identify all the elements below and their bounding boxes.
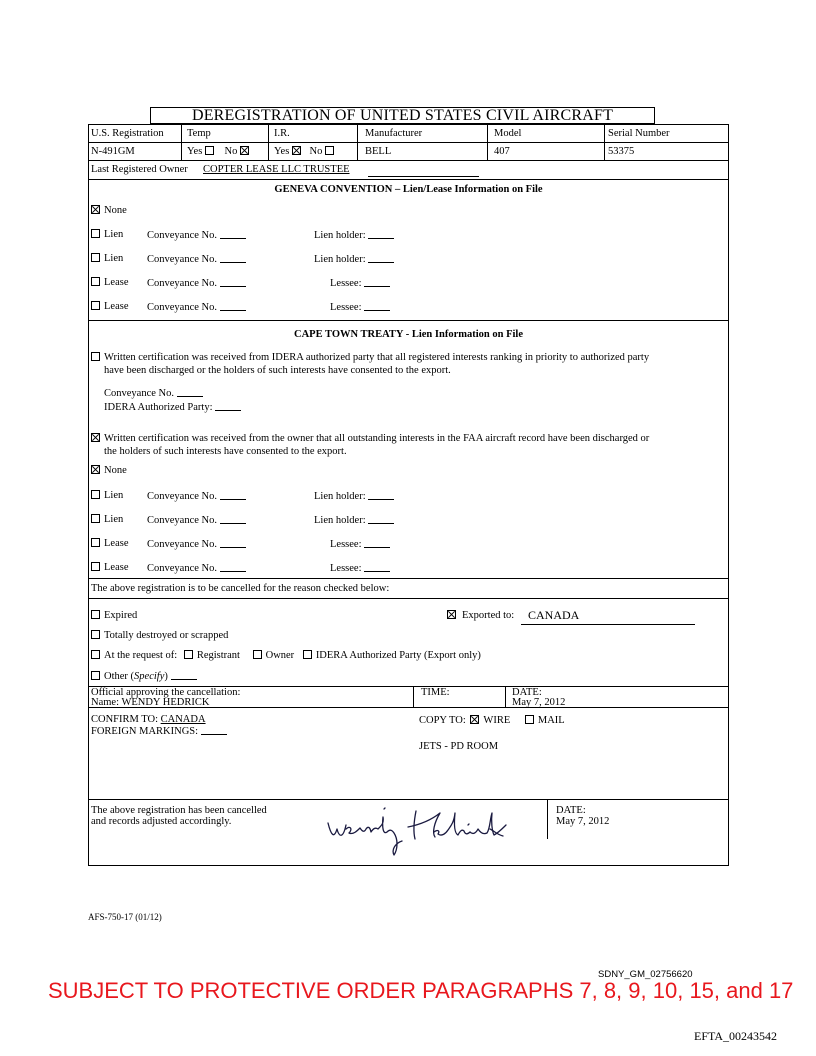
cancel-request: At the request of: Registrant Owner IDERA Authorized Party (Export only) [91,650,481,662]
official-date: May 7, 2012 [512,697,566,708]
cape-conveyance: Conveyance No. [104,387,203,400]
cape-row-4: Lease [91,562,128,574]
geneva-row-2-checkbox[interactable] [91,253,100,262]
final-date: May 7, 2012 [556,816,610,827]
geneva-row-2-holder: Lien holder: [314,253,394,266]
request-checkbox[interactable] [91,650,100,659]
header-label-model: Model [494,128,522,139]
cape-row-3-conv: Conveyance No. [147,538,246,551]
geneva-row-4-checkbox[interactable] [91,301,100,310]
bates-number: SDNY_GM_02756620 [598,969,693,980]
geneva-none: None [91,205,127,217]
cancel-exported: Exported to: [447,610,514,622]
cancel-expired: Expired [91,610,137,622]
header-label-temp: Temp [187,128,211,139]
geneva-row-3: Lease [91,277,128,289]
copy-to: COPY TO: WIRE MAIL [419,715,565,726]
cape-cert1-line2: have been discharged or the holders of such interests have consented to the export. [104,365,451,376]
temp-yes-checkbox[interactable] [205,146,214,155]
registration-value: N-491GM [91,146,135,157]
cape-row-2-conv: Conveyance No. [147,514,246,527]
idera-checkbox[interactable] [303,650,312,659]
cape-cert2-line1: Written certification was received from the owner that all outstanding interests in the FAA aircraft record have been discharged or [91,433,649,445]
page-title: DEREGISTRATION OF UNITED STATES CIVIL AIRCRAFT [191,107,614,124]
cape-row-1: Lien [91,490,123,502]
model-value: 407 [494,146,510,157]
temp-no-checkbox[interactable] [240,146,249,155]
registrant-checkbox[interactable] [184,650,193,659]
cancel-destroyed: Totally destroyed or scrapped [91,630,228,642]
ir-no-checkbox[interactable] [325,146,334,155]
cape-cert1-line1: Written certification was received from IDERA authorized party that all registered interests ranking in priority to authorized party [91,352,649,364]
wire-checkbox[interactable] [470,715,479,724]
geneva-row-4-holder: Lessee: [330,301,390,314]
jets-room: JETS - PD ROOM [419,741,499,752]
protective-order-banner: SUBJECT TO PROTECTIVE ORDER PARAGRAPHS 7, 8, 9, 10, 15, and 17 [48,978,794,1003]
final-date-label: DATE: [556,805,586,816]
cape-row-1-holder: Lien holder: [314,490,394,503]
cape-row-1-conv: Conveyance No. [147,490,246,503]
cancel-intro: The above registration is to be cancelled for the reason checked below: [91,583,390,594]
header-label-manufacturer: Manufacturer [365,128,423,139]
ir-no-label: No [309,146,323,157]
header-label-serial: Serial Number [608,128,670,139]
manufacturer-value: BELL [365,146,392,157]
cape-idera-party: IDERA Authorized Party: [104,401,241,414]
geneva-row-1: Lien [91,229,123,241]
cape-row-3: Lease [91,538,128,550]
exported-value: CANADA [528,608,580,622]
cape-row-4-holder: Lessee: [330,562,390,575]
cape-row-2: Lien [91,514,123,526]
cape-cert1-checkbox[interactable] [91,352,100,361]
cape-none: None [91,465,127,477]
expired-checkbox[interactable] [91,610,100,619]
temp-yes-label: Yes [187,146,203,157]
owner-label: Last Registered Owner [91,164,188,175]
geneva-row-1-conv: Conveyance No. [147,229,246,242]
geneva-row-1-holder: Lien holder: [314,229,394,242]
geneva-heading: GENEVA CONVENTION – Lien/Lease Information on File [274,184,543,195]
geneva-row-2: Lien [91,253,123,265]
cape-row-2-checkbox[interactable] [91,514,100,523]
cape-row-2-holder: Lien holder: [314,514,394,527]
cape-heading: CAPE TOWN TREATY - Lien Information on File [294,329,523,340]
cape-cert2-line2: the holders of such interests have consented to the export. [104,446,347,457]
signature-graphic [322,799,532,859]
geneva-none-checkbox[interactable] [91,205,100,214]
official-name: Name: WENDY HEDRICK [91,697,210,708]
ir-yes-checkbox[interactable] [292,146,301,155]
cape-none-checkbox[interactable] [91,465,100,474]
final-line1: The above registration has been cancelled [91,805,267,816]
efta-number: EFTA_00243542 [694,1029,778,1043]
geneva-row-4: Lease [91,301,128,313]
geneva-row-3-holder: Lessee: [330,277,390,290]
geneva-row-1-checkbox[interactable] [91,229,100,238]
signature [322,799,532,859]
destroyed-checkbox[interactable] [91,630,100,639]
foreign-markings: FOREIGN MARKINGS: [91,725,227,737]
cape-row-4-checkbox[interactable] [91,562,100,571]
cape-row-4-conv: Conveyance No. [147,562,246,575]
temp-no-label: No [224,146,238,157]
cancel-other: Other (Specify) [91,670,197,683]
official-date-label: DATE: [512,687,542,698]
official-label: Official approving the cancellation: [91,687,241,698]
geneva-row-3-conv: Conveyance No. [147,277,246,290]
geneva-row-3-checkbox[interactable] [91,277,100,286]
cape-row-1-checkbox[interactable] [91,490,100,499]
temp-options [187,146,253,158]
specify-text: Specify [134,671,165,682]
ir-options [274,146,338,158]
official-time-label: TIME: [421,687,450,698]
mail-checkbox[interactable] [525,715,534,724]
owner-checkbox[interactable] [253,650,262,659]
cape-cert2-checkbox[interactable] [91,433,100,442]
form-number: AFS-750-17 (01/12) [88,912,162,922]
confirm-to: CONFIRM TO: CANADA [91,714,206,725]
owner-value: COPTER LEASE LLC TRUSTEE [203,164,350,175]
geneva-row-2-conv: Conveyance No. [147,253,246,266]
cape-row-3-checkbox[interactable] [91,538,100,547]
final-line2: and records adjusted accordingly. [91,816,232,827]
cape-row-3-holder: Lessee: [330,538,390,551]
serial-value: 53375 [608,146,635,157]
geneva-row-4-conv: Conveyance No. [147,301,246,314]
other-checkbox[interactable] [91,671,100,680]
exported-checkbox[interactable] [447,610,456,619]
header-label-ir: I.R. [274,128,290,139]
header-label-registration: U.S. Registration [91,128,164,139]
ir-yes-label: Yes [274,146,290,157]
